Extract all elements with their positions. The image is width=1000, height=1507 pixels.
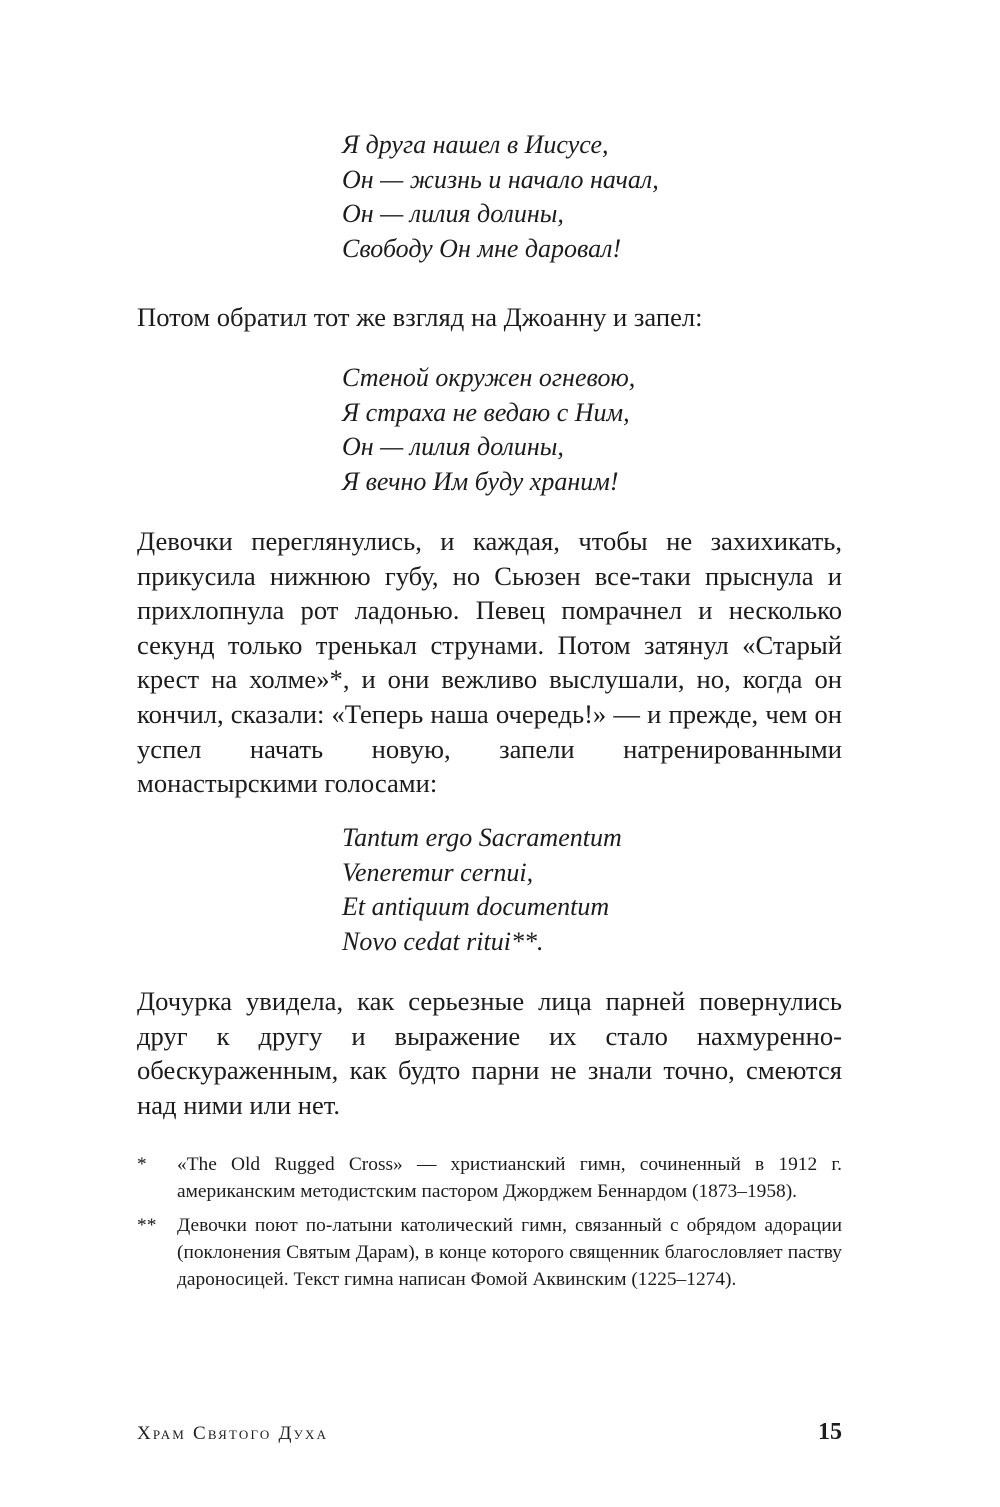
verse-line: Я вечно Им буду храним!: [342, 466, 619, 496]
verse-line: Veneremur cernui,: [342, 857, 534, 887]
verse-line: Он — лилия долины,: [342, 432, 564, 461]
verse-line: Стеной окружен огневою,: [342, 363, 636, 392]
footnote-text: Девочки поют по-латыни католический гимн, связанный с обрядом адорации (поклонения Святым Дарам), в конце которого священник благословляет паству дароносицей. Текст гимна написан Фомой Аквинским (1225–1274).: [177, 1214, 842, 1291]
latin-hymn-verse: [342, 821, 622, 959]
verse-line: Он — жизнь и начало начал,: [342, 164, 659, 194]
verse-line: Я друга нашел в Иисусе,: [342, 130, 609, 159]
paragraph-1: Потом обратил тот же взгляд на Джоанну и запел:: [137, 302, 703, 332]
verse-line: Tantum ergo Sacramentum: [342, 823, 622, 852]
hymn-verse-1: [342, 128, 659, 266]
verse-line: Он — лилия долины,: [342, 199, 564, 228]
verse-line: Свободу Он мне даровал!: [342, 233, 622, 263]
footnote-2: [137, 1212, 842, 1294]
running-title: Храм Святого Духа: [137, 1423, 329, 1444]
footnote-marker: **: [137, 1214, 157, 1236]
footnotes: [137, 1151, 842, 1299]
paragraph-2: Девочки переглянулись, и каждая, чтобы не захихикать, прикусила нижнюю губу, но Сьюзен все-таки прыснула и прихлопнула рот ладонью. Певец помрачнел и несколько секунд только тренькал струнами. Потом затянул «Старый крест на холме»*, и они вежливо выслушали, но, когда он кончил, сказали: «Теперь наша очередь!» — и прежде, чем он успел начать новую, запели натренированными монастырскими голосами:: [137, 526, 842, 799]
paragraph-3: Дочурка увидела, как серьезные лица парней повернулись друг к другу и выражение их стало нахмуренно-обескураженным, как будто парни не знали точно, смеются над ними или нет.: [137, 986, 842, 1120]
page-number: 15: [818, 1419, 842, 1445]
verse-line: Я страха не ведаю с Ним,: [342, 397, 630, 427]
footnote-1: [137, 1151, 842, 1206]
verse-line: Novo cedat ritui**.: [342, 926, 544, 956]
footnote-marker: *: [137, 1154, 147, 1175]
verse-line: Et antiquum documentum: [342, 892, 610, 921]
hymn-verse-2: [342, 361, 635, 499]
footnote-text: «The Old Rugged Cross» — христианский гимн, сочиненный в 1912 г. американским методистским пастором Джорджем Беннардом (1873–1958).: [177, 1154, 842, 1203]
